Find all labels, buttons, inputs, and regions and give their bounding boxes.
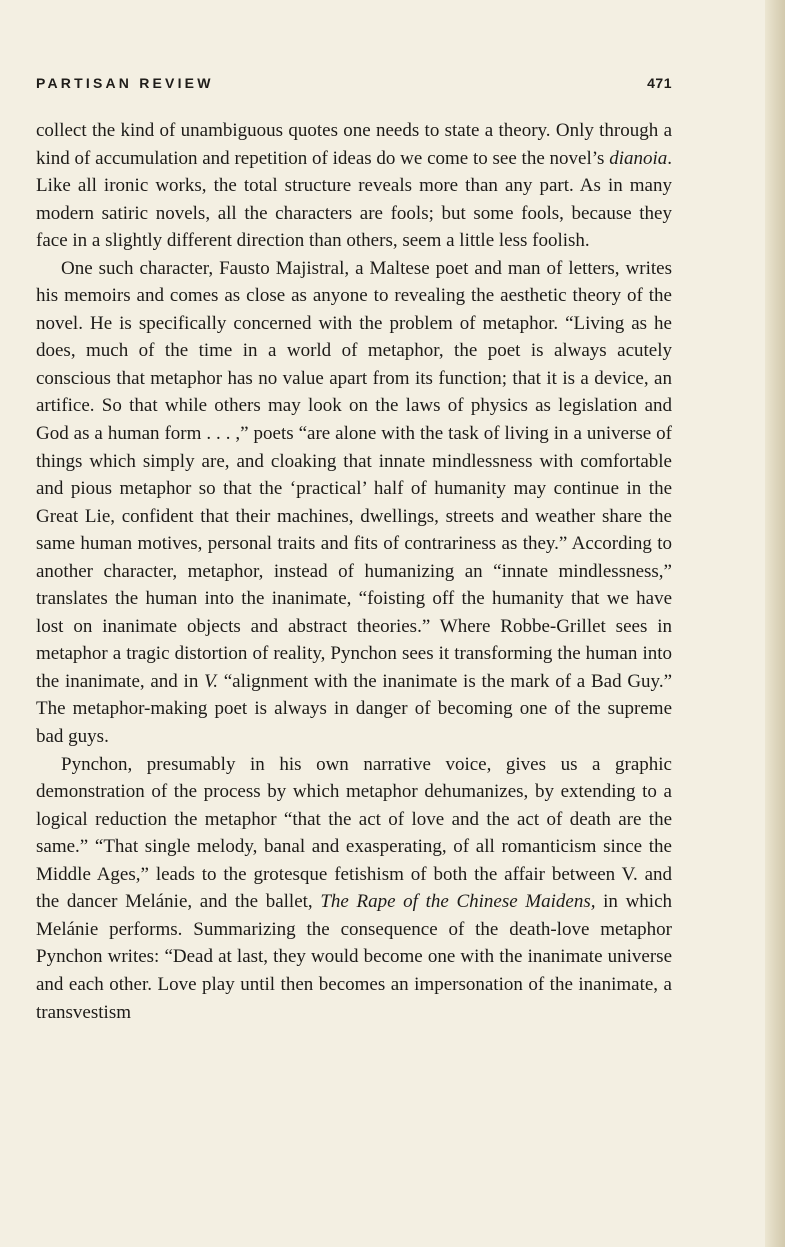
text-run: “alignment with the inanimate is the mark of a Bad Guy.” The metaphor-making poet is always in danger of becoming one of the supreme bad guys.: [36, 670, 672, 748]
text-run: collect the kind of unambiguous quotes one needs to state a theory. Only through a kind of accumulation and repetition of ideas do we come to see the novel’s: [36, 120, 672, 169]
paragraph: [36, 751, 672, 1026]
text-run: Pynchon, presumably in his own narrative voice, gives us a graphic demonstration of the process by which metaphor dehumanizes, by extending to a logical reduction the metaphor “that the act of love and the act of death are the same.” “That single melody, banal and exasperating, of all romanticism since the Middle Ages,” leads to the grotesque fetishism of both the affair between V. and the dancer Melánie, and the ballet,: [36, 753, 672, 913]
text-run: in which Melánie performs. Summarizing the consequence of the death-love metaphor Pynchon writes: “Dead at last, they would become one with the inanimate universe and each other. Love play until then becomes an impersonation of the inanimate, a transvestism: [36, 891, 673, 1023]
paragraph: [36, 117, 672, 255]
text-run: . Like all ironic works, the total structure reveals more than any part. As in many modern satiric novels, all the characters are fools; but some fools, because they face in a slightly different direction than others, seem a little less foolish.: [36, 147, 672, 252]
page-edge: [765, 0, 785, 1247]
paragraph: [36, 255, 672, 751]
italic-text: The Rape of the Chinese Maidens,: [320, 891, 596, 913]
running-head: [36, 75, 672, 97]
text-run: One such character, Fausto Majistral, a Maltese poet and man of letters, writes his memoirs and comes as close as anyone to revealing the aesthetic theory of the novel. He is specifically concerned with the problem of metaphor. “Living as he does, much of the time in a world of metaphor, the poet is always acutely conscious that metaphor has no value apart from its function; that it is a device, an artifice. So that while others may look on the laws of physics as legislation and God as a human form . . . ,” poets “are alone with the task of living in a universe of things which simply are, and cloaking that innate mindlessness with comfortable and pious metaphor so that the ‘practical’ half of humanity may continue in the Great Lie, confident that their machines, dwellings, streets and weather share the same human motives, personal traits and fits of contrariness as they.” According to another character, metaphor, instead of humanizing an “innate mindlessness,” translates the human into the inanimate, “foisting off the humanity that we have lost on inanimate objects and abstract theories.” Where Robbe-Grillet sees in metaphor a tragic distortion of reality, Pynchon sees it transforming the human into the inanimate, and in: [36, 257, 672, 692]
page-number: 471: [647, 75, 672, 91]
italic-text: V.: [204, 670, 218, 692]
body-text: [36, 117, 672, 1026]
italic-text: dianoia: [609, 147, 668, 169]
journal-title: PARTISAN REVIEW: [36, 75, 214, 91]
